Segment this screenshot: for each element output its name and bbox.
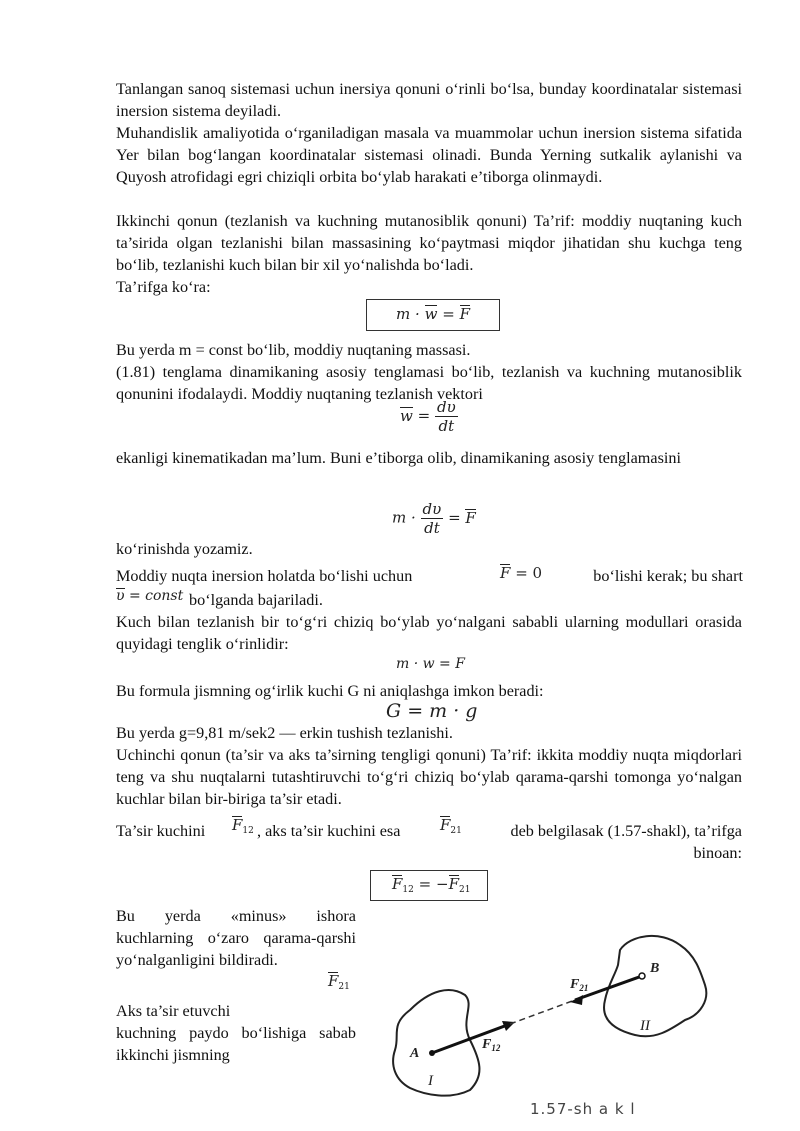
- eq-dyn-mass: m ·: [392, 508, 416, 527]
- body-two-outline: [604, 936, 706, 1036]
- eq-third-sub12: 12: [402, 885, 414, 895]
- paragraph-main-equation: (1.81) tenglama dinamikaning asosiy tenglamasi bo‘lib, tezlanish va kuchning mutanosiblik qonunini ifodalaydi. Moddiy nuqtaning tezlanish vektori: [116, 363, 742, 403]
- eq-third-f12: F: [392, 875, 403, 893]
- text-condition-start: Moddiy nuqta inersion holatda bo‘lishi uchun: [116, 567, 413, 585]
- paragraph-reaction-cause: kuchning paydo bo‘lishiga sabab ikkinchi jismning: [116, 1024, 356, 1064]
- eq-accel-w: w: [400, 406, 413, 425]
- label-body-two: II: [640, 1018, 650, 1034]
- eq-f21-inline-symbol: F: [328, 972, 339, 990]
- eq-f21-subscript: 21: [450, 826, 462, 836]
- label-body-one: I: [428, 1073, 433, 1089]
- eq-force-vector: F: [459, 305, 470, 323]
- text-reaction-force: [257, 820, 457, 842]
- equation-acceleration: [400, 398, 458, 435]
- equation-velocity-const: [116, 588, 183, 604]
- eq-mass: m: [396, 305, 411, 323]
- eq-f21-inline-subscript: 21: [338, 982, 350, 992]
- equation-scalar: m · w = F: [396, 656, 465, 672]
- point-a: [429, 1050, 435, 1056]
- eq-dyn-equals: =: [448, 508, 461, 527]
- paragraph-inertial-system: Tanlangan sanoq sistemasi uchun inersiya qonuni o‘rinli bo‘lsa, bunday koordinatalar sistemasi inersion sistema deyiladi.: [116, 80, 742, 120]
- figure-caption: 1.57-sh a k l: [530, 1100, 636, 1118]
- eq-dyn-numerator: dυ: [422, 500, 442, 518]
- eq-dot: ·: [415, 305, 420, 323]
- equation-dynamics: [392, 500, 476, 537]
- eq-accel-denominator: dt: [438, 417, 455, 435]
- paragraph-form: ko‘rinishda yozamiz.: [116, 540, 253, 558]
- text-definition-end: deb belgilasak (1.57-shakl), ta’rifga binoan:: [510, 822, 742, 862]
- text-condition-end: [553, 565, 743, 587]
- label-point-b: B: [650, 961, 660, 976]
- force-f21-arrowhead: [570, 995, 583, 1005]
- equation-weight: G = m · g: [386, 700, 478, 722]
- symbol-f12: [232, 816, 254, 836]
- eq-third-minus: = −: [418, 875, 449, 893]
- label-f21: $F_{21}$: [570, 977, 589, 993]
- eq-velocity: υ: [116, 588, 125, 604]
- paragraph-weight: Bu formula jismning og‘irlik kuchi G ni aniqlashga imkon beradi:: [116, 682, 544, 700]
- paragraph-kinematics: ekanligi kinematikadan ma’lum. Buni e’tiborga olib, dinamikaning asosiy tenglamasini: [116, 449, 681, 467]
- connecting-line: [510, 1000, 575, 1024]
- eq-f12-subscript: 12: [242, 826, 254, 836]
- paragraph-second-law: Ikkinchi qonun (tezlanish va kuchning mutanosiblik qonuni) Ta’rif: moddiy nuqtaning kuch ta’sirida olgan tezlanishi bilan massasining ko‘paytmasi miqdor jihatidan shu kuchga teng bo‘lib, tezlanishi kuch bilan bir xil yo‘nalishda bo‘ladi.: [116, 212, 742, 274]
- label-point-a: A: [410, 1046, 420, 1061]
- label-f12: $F_{12}$: [482, 1037, 501, 1053]
- point-b: [639, 973, 645, 979]
- eq-third-sub21: 21: [458, 885, 471, 895]
- text-condition-fulfilled: [189, 589, 489, 611]
- text-must-be: bo‘lishi kerak; bu shart: [593, 567, 743, 585]
- symbol-f21: [440, 816, 462, 836]
- equation-force-zero: [500, 564, 542, 582]
- eq-dyn-force: F: [465, 508, 476, 527]
- eq-zero-value: = 0: [515, 564, 543, 582]
- text-defined-as: [472, 820, 742, 864]
- eq-const: = const: [128, 588, 184, 604]
- eq-f21-symbol: F: [440, 816, 451, 834]
- paragraph-reaction-start: Aks ta’sir etuvchi: [116, 1002, 231, 1020]
- eq-accel-numerator: dυ: [436, 398, 456, 416]
- text-action-force: Ta’sir kuchini: [116, 822, 206, 840]
- eq-f12-symbol: F: [232, 816, 243, 834]
- eq-accel-vector: w: [424, 305, 438, 323]
- paragraph-mass-const: Bu yerda m = const bo‘lib, moddiy nuqtaning massasi.: [116, 341, 471, 359]
- eq-accel-equals: =: [417, 406, 431, 425]
- paragraph-gravity: Bu yerda g=9,81 m/sek2 — erkin tushish tezlanishi.: [116, 724, 453, 742]
- figure-two-bodies: [370, 900, 750, 1100]
- text-reaction: , aks ta’sir kuchini esa: [257, 822, 401, 840]
- paragraph-by-definition: Ta’rifga ko‘ra:: [116, 278, 211, 296]
- paragraph-engineering-practice: Muhandislik amaliyotida o‘rganiladigan masala va muammolar uchun inersion sistema sifatida Yer bilan bog‘langan koordinatalar sistemasi olinadi. Bunda Yerning sutkalik aylanishi va Quyosh atrofidagi egri chiziqli orbita bo‘ylab harakati e’tiborga olinmaydi.: [116, 124, 742, 186]
- paragraph-modules: Kuch bilan tezlanish bir to‘g‘ri chiziq bo‘ylab yo‘nalgani sababli ularning modullari orasida quyidagi tenglik o‘rinlidir:: [116, 613, 742, 653]
- equation-newton-second: [396, 305, 470, 323]
- eq-dyn-fraction: [421, 500, 444, 537]
- eq-zero-force: F: [500, 564, 511, 582]
- equation-third-law: [392, 875, 470, 895]
- eq-accel-fraction: [435, 398, 458, 435]
- symbol-f21-inline: [328, 972, 350, 992]
- eq-third-f21: F: [448, 875, 459, 893]
- text-fulfilled: bo‘lganda bajariladi.: [189, 591, 323, 609]
- eq-dyn-denominator: dt: [424, 519, 440, 537]
- paragraph-minus-sign: Bu yerda «minus» ishora kuchlarning o‘zaro qarama-qarshi yo‘nalganligini bildiradi.: [116, 907, 356, 969]
- paragraph-third-law: Uchinchi qonun (ta’sir va aks ta’sirning tengligi qonuni) Ta’rif: ikkita moddiy nuqta miqdorlari teng va shu nuqtalarni tutashtiruvchi to‘g‘ri chiziq bo‘ylab qarama-qarshi tomonga yo‘nalgan kuchlar bilan bir-biriga ta’sir etadi.: [116, 746, 742, 808]
- eq-equals: =: [442, 305, 455, 323]
- body-one-outline: [393, 990, 479, 1096]
